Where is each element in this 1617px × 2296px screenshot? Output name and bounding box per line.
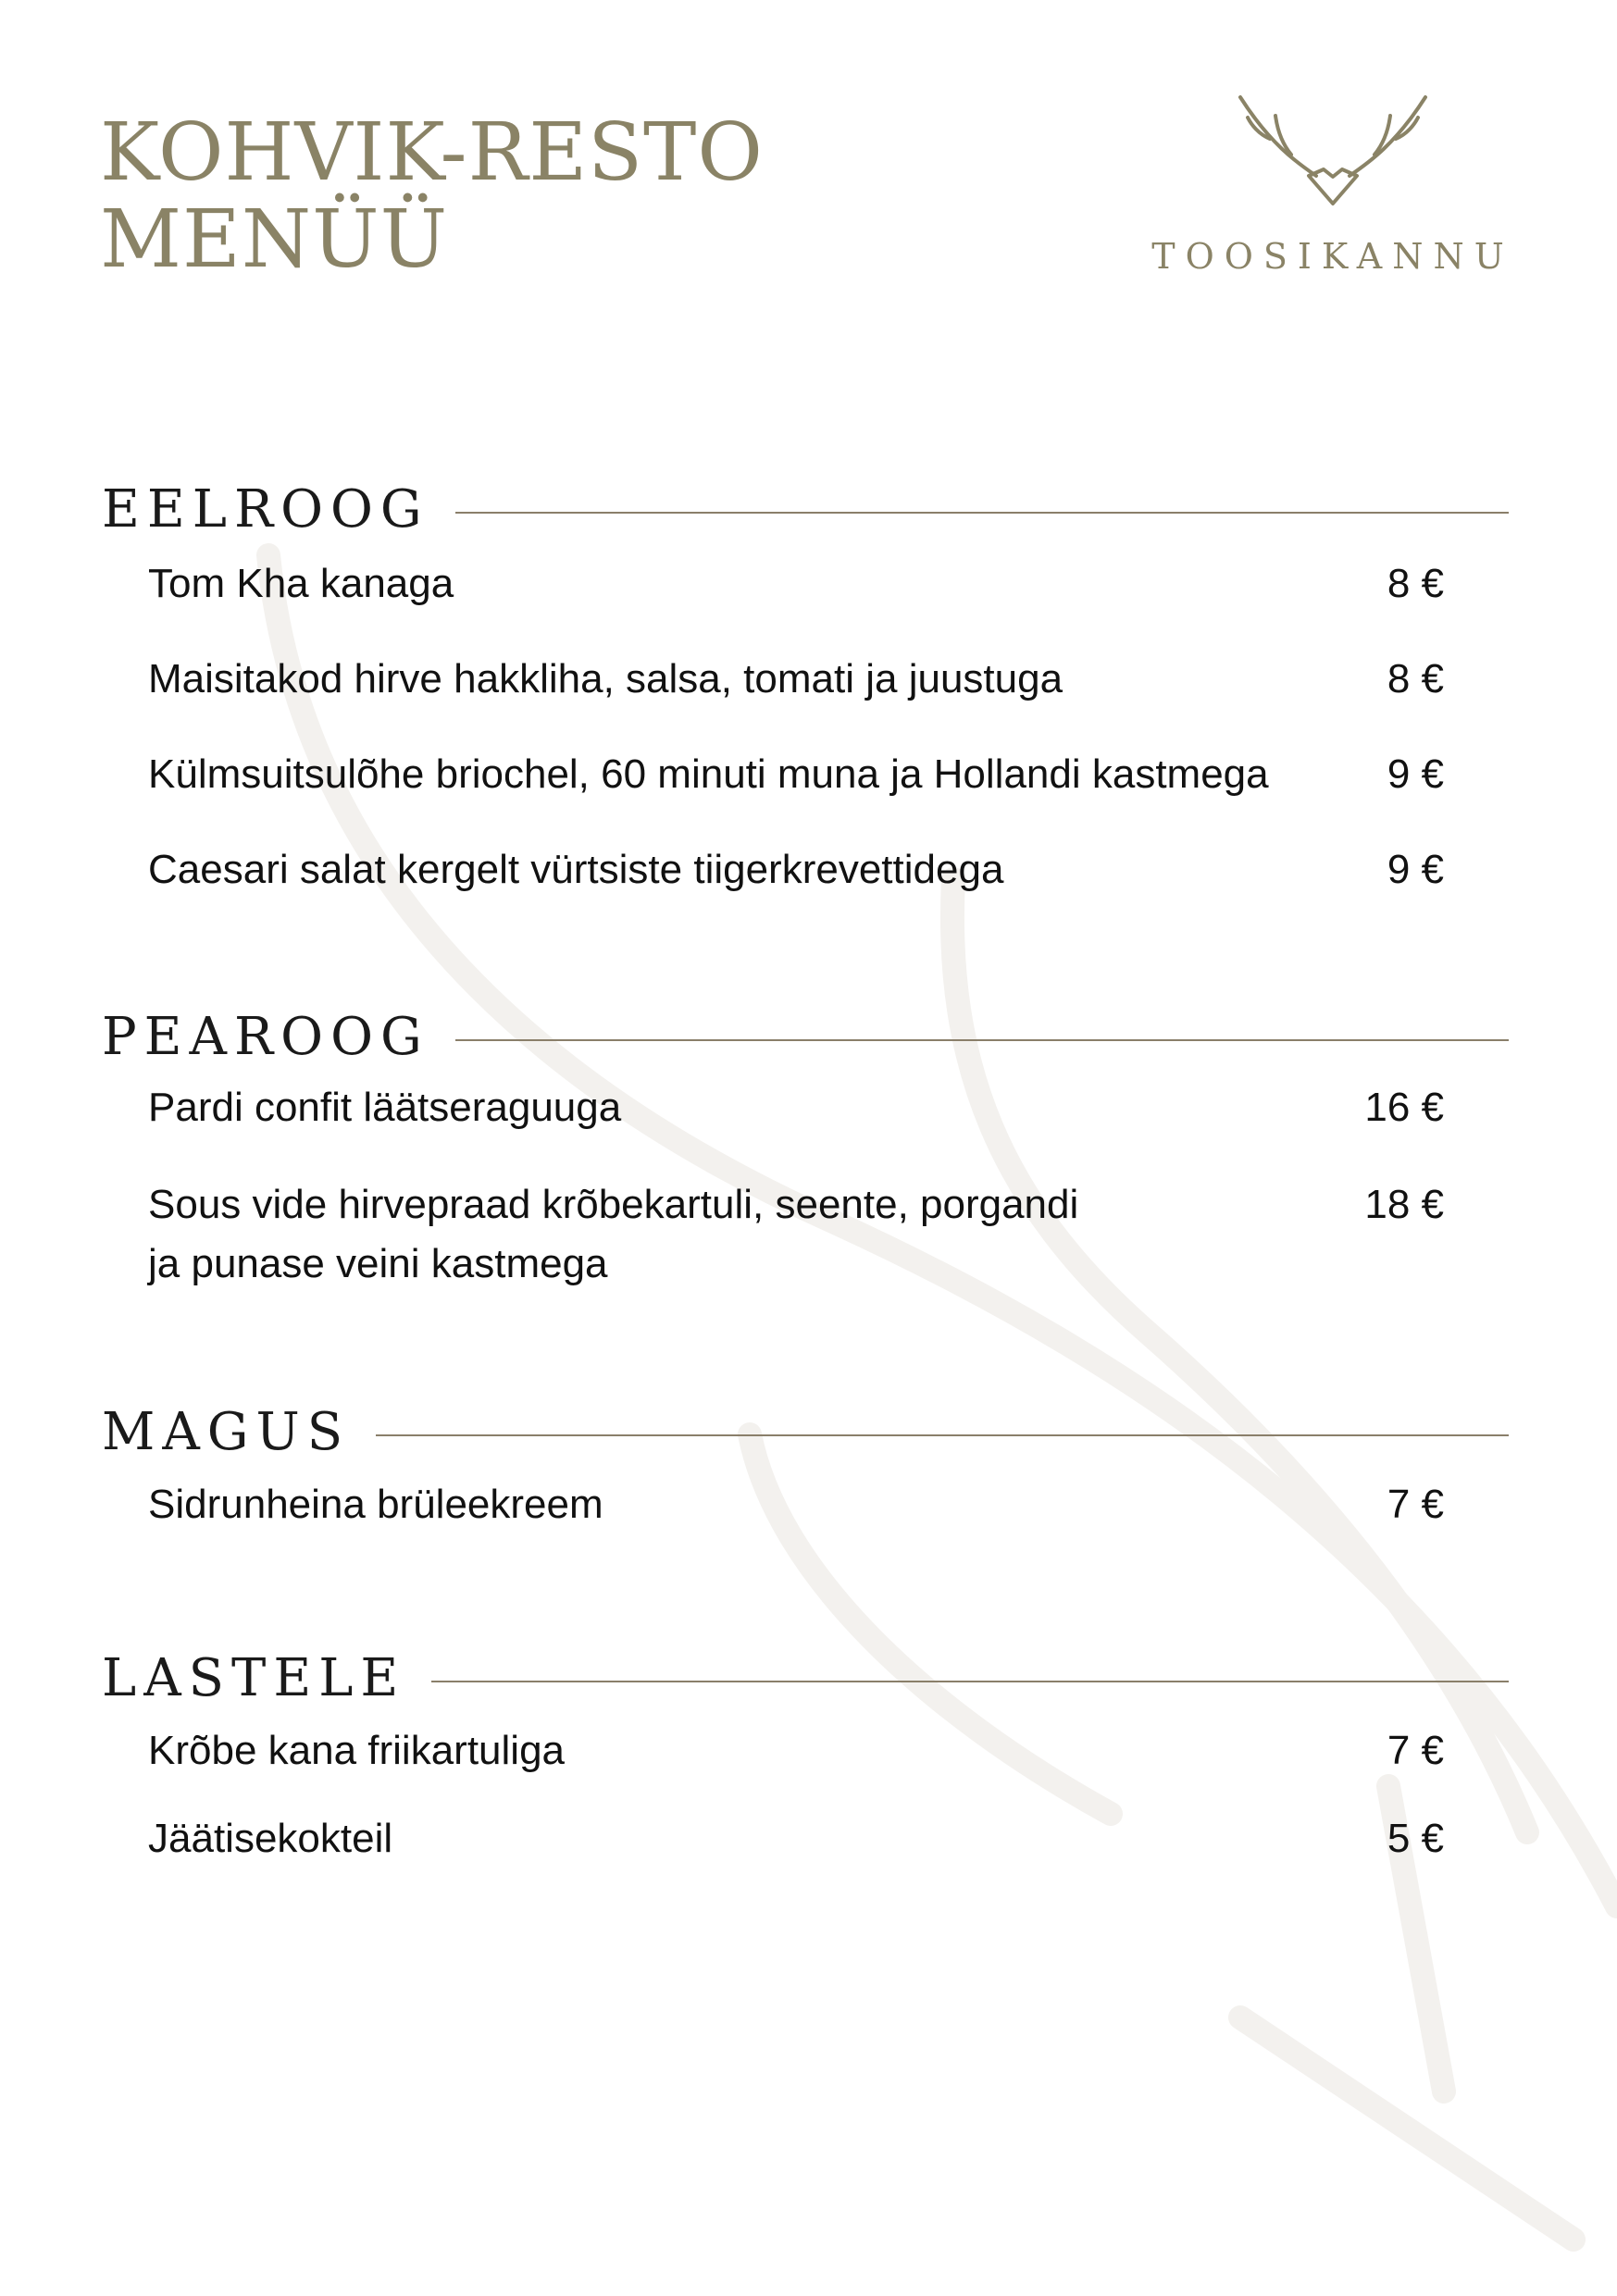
item-name: Caesari salat kergelt vürtsiste tiigerkrevettidega xyxy=(148,847,1004,892)
menu-item xyxy=(148,1475,1444,1534)
toosikannu-logo xyxy=(1129,88,1536,287)
item-price: 16 € xyxy=(1364,1085,1444,1130)
item-name: Pardi confit läätseraguuga xyxy=(148,1085,622,1130)
section-divider xyxy=(455,1039,1509,1041)
item-price: 8 € xyxy=(1387,656,1444,701)
menu-item xyxy=(148,1809,1444,1868)
item-price: 9 € xyxy=(1387,751,1444,797)
title-line-2: MENÜÜ xyxy=(100,193,449,286)
menu-item xyxy=(148,650,1444,709)
section-divider xyxy=(376,1434,1509,1436)
item-name: Maisitakod hirve hakkliha, salsa, tomati ja juustuga xyxy=(148,656,1063,701)
section-header xyxy=(102,1645,1509,1710)
item-price: 18 € xyxy=(1364,1182,1444,1227)
menu-item xyxy=(148,1175,1444,1294)
section-title: MAGUS xyxy=(102,1401,351,1462)
item-name-line-2: ja punase veini kastmega xyxy=(148,1241,608,1286)
item-name: Sous vide hirvepraad krõbekartuli, seente, porgandi xyxy=(148,1182,1079,1227)
title-line-1: KOHVIK-RESTO xyxy=(100,106,764,199)
item-price: 7 € xyxy=(1387,1728,1444,1773)
item-price: 8 € xyxy=(1387,561,1444,606)
menu-item xyxy=(148,1721,1444,1781)
item-price: 5 € xyxy=(1387,1816,1444,1861)
section-header xyxy=(102,477,1509,541)
menu-item xyxy=(148,745,1444,804)
menu-item xyxy=(148,840,1444,900)
section-divider xyxy=(455,512,1509,514)
section-header xyxy=(102,1004,1509,1069)
section-title: LASTELE xyxy=(102,1647,406,1708)
section-title: EELROOG xyxy=(102,478,429,540)
menu-item xyxy=(148,1078,1444,1137)
item-name: Jäätisekokteil xyxy=(148,1816,393,1861)
item-price: 7 € xyxy=(1387,1482,1444,1527)
item-price: 9 € xyxy=(1387,847,1444,892)
page-title xyxy=(100,106,764,286)
item-name: Krõbe kana friikartuliga xyxy=(148,1728,566,1773)
section-title: PEAROOG xyxy=(102,1006,429,1067)
section-header xyxy=(102,1399,1509,1464)
logo-text: TOOSIKANNU xyxy=(1151,236,1514,277)
section-divider xyxy=(431,1681,1509,1682)
item-name: Sidrunheina brüleekreem xyxy=(148,1482,603,1527)
deer-antlers-icon xyxy=(1231,88,1435,208)
item-name: Külmsuitsulõhe briochel, 60 minuti muna ja Hollandi kastmega xyxy=(148,751,1269,797)
menu-item xyxy=(148,554,1444,614)
item-name: Tom Kha kanaga xyxy=(148,561,454,606)
